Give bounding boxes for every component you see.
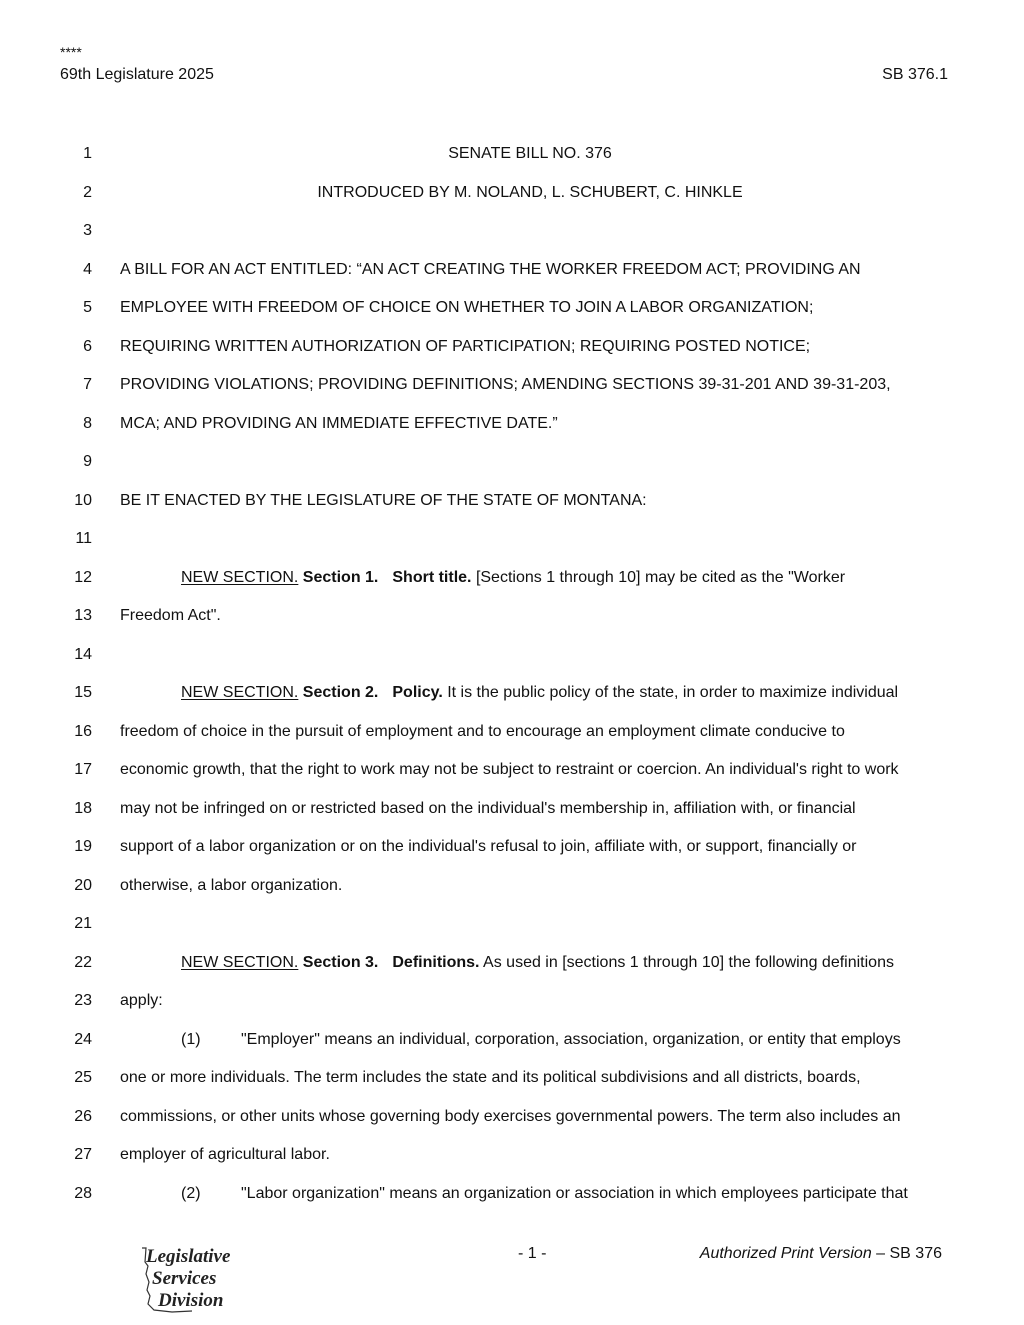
section-3-start: [181, 944, 940, 983]
line-number: 16: [74, 722, 92, 740]
line-number: 2: [83, 183, 92, 201]
line-text: freedom of choice in the pursuit of employment and to encourage an employment climate conducive to: [120, 722, 845, 740]
new-section-marker: NEW SECTION.: [181, 684, 299, 701]
logo-line: Division: [158, 1290, 224, 1311]
bill-line: [0, 366, 1024, 405]
bill-line: [0, 1098, 1024, 1137]
bill-line: [0, 982, 1024, 1021]
logo-line: Services: [152, 1268, 217, 1289]
bill-line: [0, 559, 1024, 598]
line-number: 24: [74, 1030, 92, 1048]
bill-line: [0, 597, 1024, 636]
subsection-text: "Labor organization" means an organization or association in which employees participate that: [241, 1184, 908, 1202]
authorized-print-bill: – SB 376: [871, 1245, 942, 1262]
line-number: 25: [74, 1069, 92, 1086]
line-number: 8: [83, 414, 92, 432]
line-number: 9: [83, 453, 92, 470]
section-number: Section 3.: [302, 953, 379, 971]
bill-line: [0, 212, 1024, 251]
bill-line: [0, 174, 1024, 213]
line-number: 11: [75, 530, 92, 547]
section-number: Section 1.: [302, 568, 379, 586]
line-text: employer of agricultural labor.: [120, 1146, 330, 1163]
bill-line: [0, 328, 1024, 367]
section-text: As used in [sections 1 through 10] the following definitions: [483, 953, 894, 971]
bill-line: [0, 944, 1024, 983]
line-number: 15: [74, 684, 92, 701]
line-number: 1: [83, 145, 92, 162]
section-number: Section 2.: [302, 684, 379, 701]
bill-line: [0, 636, 1024, 675]
line-text: Freedom Act".: [120, 607, 221, 624]
bill-line: [0, 289, 1024, 328]
section-heading: Definitions.: [392, 953, 480, 971]
legislature-label: 69th Legislature 2025: [60, 66, 214, 83]
bill-line: [0, 713, 1024, 752]
bill-line: [0, 1175, 1024, 1214]
authorized-print-italic: Authorized Print Version: [699, 1245, 872, 1262]
line-text: MCA; AND PROVIDING AN IMMEDIATE EFFECTIVE DATE.”: [120, 414, 558, 432]
line-text: support of a labor organization or on the individual's refusal to join, affiliate with, or support, financially or: [120, 838, 857, 855]
bill-line: [0, 135, 1024, 174]
bill-line: [0, 905, 1024, 944]
line-number: 18: [74, 799, 92, 817]
line-number: 19: [74, 838, 92, 855]
page-number: - 1 -: [518, 1245, 547, 1262]
section-heading: Policy.: [392, 684, 443, 701]
subsection-text: "Employer" means an individual, corporation, association, organization, or entity that employs: [241, 1030, 901, 1048]
section-text: It is the public policy of the state, in order to maximize individual: [447, 684, 899, 701]
line-number: 5: [83, 299, 92, 316]
line-number: 17: [74, 761, 92, 778]
enacting-clause: BE IT ENACTED BY THE LEGISLATURE OF THE STATE OF MONTANA:: [120, 491, 647, 509]
subsection-number: (1): [181, 1030, 201, 1048]
line-text: apply:: [120, 992, 163, 1009]
subsection-number: (2): [181, 1184, 201, 1202]
line-number: 20: [74, 876, 92, 894]
bill-title: SENATE BILL NO. 376: [448, 145, 612, 162]
header-marker: ****: [60, 44, 82, 60]
line-number: 3: [83, 222, 92, 239]
line-number: 6: [83, 337, 92, 355]
bill-line: [0, 482, 1024, 521]
line-text: commissions, or other units whose governing body exercises governmental powers. The term also includes an: [120, 1107, 901, 1125]
line-number: 27: [74, 1146, 92, 1163]
line-number: 10: [74, 491, 92, 509]
line-text: one or more individuals. The term includes the state and its political subdivisions and all districts, boards,: [120, 1069, 861, 1086]
line-number: 21: [74, 915, 92, 932]
line-number: 26: [74, 1107, 92, 1125]
line-number: 7: [83, 376, 92, 393]
section-heading: Short title.: [392, 568, 472, 586]
bill-text: [0, 135, 1024, 1213]
line-number: 23: [74, 992, 92, 1009]
line-number: 28: [74, 1184, 92, 1202]
line-number: 4: [83, 260, 92, 278]
section-text: [Sections 1 through 10] may be cited as the "Worker: [475, 568, 846, 586]
line-text: may not be infringed on or restricted based on the individual's membership in, affiliation with, or financial: [120, 799, 856, 817]
bill-line: [0, 1021, 1024, 1060]
bill-line: [0, 251, 1024, 290]
line-number: 13: [74, 607, 92, 624]
bill-line: [0, 790, 1024, 829]
new-section-marker: NEW SECTION.: [181, 953, 299, 971]
subsection-1: [181, 1021, 940, 1060]
section-1-start: [181, 559, 940, 598]
bill-line: [0, 867, 1024, 906]
bill-line: [0, 443, 1024, 482]
bill-line: [0, 674, 1024, 713]
authorized-print-label: [700, 1245, 942, 1263]
bill-line: [0, 1059, 1024, 1098]
line-number: 14: [74, 645, 92, 663]
legislative-services-logo: [132, 1244, 252, 1318]
bill-sponsors: INTRODUCED BY M. NOLAND, L. SCHUBERT, C. HINKLE: [317, 183, 743, 201]
line-text: PROVIDING VIOLATIONS; PROVIDING DEFINITIONS; AMENDING SECTIONS 39-31-201 AND 39-31-203,: [120, 376, 891, 393]
line-text: economic growth, that the right to work may not be subject to restraint or coercion. An individual's right to work: [120, 761, 899, 778]
new-section-marker: NEW SECTION.: [181, 568, 299, 586]
bill-line: [0, 520, 1024, 559]
line-text: REQUIRING WRITTEN AUTHORIZATION OF PARTICIPATION; REQUIRING POSTED NOTICE;: [120, 337, 811, 355]
line-number: 12: [74, 568, 92, 586]
bill-line: [0, 405, 1024, 444]
line-text: otherwise, a labor organization.: [120, 876, 343, 894]
bill-line: [0, 1136, 1024, 1175]
logo-line: Legislative: [146, 1246, 231, 1267]
bill-line: [0, 828, 1024, 867]
bill-id: SB 376.1: [882, 66, 948, 83]
line-number: 22: [74, 953, 92, 971]
line-text: A BILL FOR AN ACT ENTITLED: “AN ACT CREATING THE WORKER FREEDOM ACT; PROVIDING AN: [120, 260, 861, 278]
subsection-2: [181, 1175, 940, 1214]
line-text: EMPLOYEE WITH FREEDOM OF CHOICE ON WHETHER TO JOIN A LABOR ORGANIZATION;: [120, 299, 814, 316]
section-2-start: [181, 674, 940, 713]
bill-line: [0, 751, 1024, 790]
